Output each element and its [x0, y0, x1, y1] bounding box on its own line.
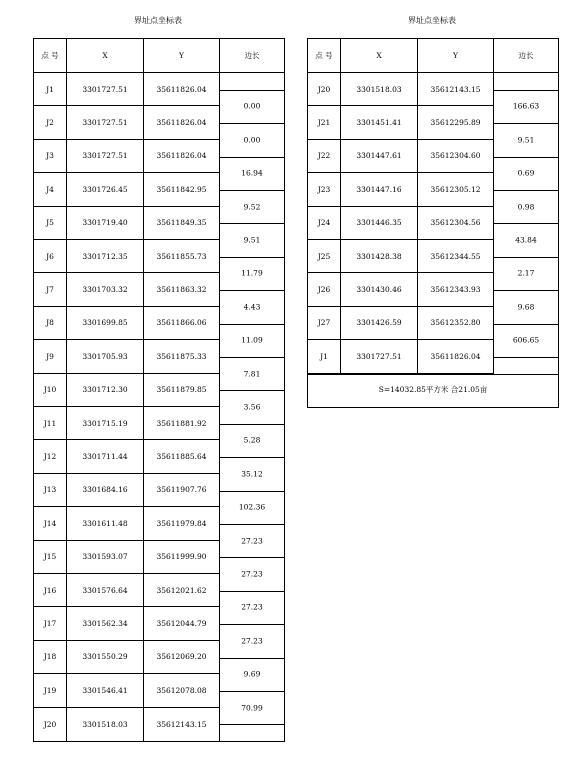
edge-divider	[220, 390, 284, 391]
right-coordinate-table	[307, 38, 559, 408]
x-coordinate-cell: 3301726.45	[67, 173, 144, 205]
point-id-cell: J23	[308, 173, 341, 205]
table-row	[34, 407, 220, 440]
edge-length-value: 27.23	[241, 602, 263, 612]
edge-length-value: 27.23	[241, 536, 263, 546]
table-row	[34, 273, 220, 306]
x-coordinate-cell: 3301715.19	[67, 407, 144, 439]
y-coordinate-cell: 35611999.90	[144, 541, 220, 573]
edge-length-value: 0.00	[243, 135, 261, 145]
footer-divider	[308, 374, 558, 375]
edge-length-value: 166.63	[512, 101, 540, 111]
edge-length-value: 606.65	[512, 335, 540, 345]
edge-length-value: 2.17	[517, 268, 535, 278]
edge-column-separator	[219, 73, 220, 741]
table-row	[34, 374, 220, 407]
right-table-title: 界址点坐标表	[408, 16, 456, 25]
edge-divider	[220, 157, 284, 158]
edge-length-value: 9.52	[243, 202, 261, 212]
edge-length-value: 16.94	[241, 168, 263, 178]
x-coordinate-cell: 3301446.35	[341, 207, 418, 239]
point-id-cell: J27	[308, 307, 341, 339]
table-row	[34, 440, 220, 473]
edge-length-value: 0.00	[243, 101, 261, 111]
table-row	[34, 207, 220, 240]
edge-divider	[220, 491, 284, 492]
table-header	[34, 39, 284, 73]
x-coordinate-cell: 3301451.41	[341, 106, 418, 138]
table-header	[308, 39, 558, 73]
header-edge: 边长	[518, 51, 534, 60]
point-id-cell: J5	[34, 207, 67, 239]
edge-length-value: 102.36	[238, 502, 266, 512]
header-edge: 边长	[244, 51, 260, 60]
edge-length-value: 7.81	[243, 369, 261, 379]
left-coordinate-table	[33, 38, 285, 742]
point-id-cell: J1	[308, 340, 341, 372]
edge-length-value: 9.69	[243, 669, 261, 679]
x-coordinate-cell: 3301719.40	[67, 207, 144, 239]
edge-divider	[220, 624, 284, 625]
edge-divider	[494, 223, 558, 224]
x-coordinate-cell: 3301546.41	[67, 674, 144, 706]
table-row	[34, 674, 220, 707]
edge-divider	[220, 290, 284, 291]
point-id-cell: J25	[308, 240, 341, 272]
x-coordinate-cell: 3301447.16	[341, 173, 418, 205]
edge-divider	[220, 357, 284, 358]
edge-divider	[220, 691, 284, 692]
edge-length-value: 9.68	[517, 302, 535, 312]
edge-length-value: 70.99	[241, 703, 263, 713]
edge-length-value: 0.69	[517, 168, 535, 178]
table-row	[34, 607, 220, 640]
edge-divider	[494, 123, 558, 124]
point-id-cell: J24	[308, 207, 341, 239]
point-id-cell: J17	[34, 607, 67, 639]
x-coordinate-cell: 3301684.16	[67, 474, 144, 506]
x-coordinate-cell: 3301712.35	[67, 240, 144, 272]
y-coordinate-cell: 35611849.35	[144, 207, 220, 239]
y-coordinate-cell: 35611979.84	[144, 507, 220, 539]
point-id-cell: J26	[308, 273, 341, 305]
y-coordinate-cell: 35612304.56	[418, 207, 494, 239]
edge-length-value: 5.28	[243, 435, 261, 445]
table-row	[308, 340, 494, 373]
point-id-cell: J22	[308, 140, 341, 172]
header-y: Y	[144, 39, 220, 72]
edge-length-value: 11.09	[241, 335, 263, 345]
table-row	[34, 240, 220, 273]
x-coordinate-cell: 3301712.30	[67, 374, 144, 406]
y-coordinate-cell: 35611855.73	[144, 240, 220, 272]
table-row	[34, 541, 220, 574]
point-id-cell: J7	[34, 273, 67, 305]
x-coordinate-cell: 3301576.64	[67, 574, 144, 606]
point-id-cell: J20	[34, 708, 67, 741]
table-row	[308, 307, 494, 340]
point-id-cell: J3	[34, 140, 67, 172]
x-coordinate-cell: 3301711.44	[67, 440, 144, 472]
edge-length-value: 27.23	[241, 569, 263, 579]
edge-divider	[220, 658, 284, 659]
point-id-cell: J12	[34, 440, 67, 472]
point-id-cell: J16	[34, 574, 67, 606]
table-row	[308, 240, 494, 273]
edge-divider	[220, 724, 284, 725]
edge-divider	[494, 90, 558, 91]
table-row	[308, 273, 494, 306]
edge-divider	[220, 123, 284, 124]
y-coordinate-cell: 35612143.15	[418, 73, 494, 105]
edge-divider	[220, 591, 284, 592]
header-x: X	[341, 39, 418, 72]
y-coordinate-cell: 35612343.93	[418, 273, 494, 305]
edge-length-value: 9.51	[517, 135, 535, 145]
edge-column-separator	[493, 73, 494, 374]
x-coordinate-cell: 3301447.61	[341, 140, 418, 172]
edge-length-value: 4.43	[243, 302, 261, 312]
point-id-cell: J1	[34, 73, 67, 105]
point-id-cell: J11	[34, 407, 67, 439]
edge-divider	[494, 190, 558, 191]
x-coordinate-cell: 3301430.46	[341, 273, 418, 305]
y-coordinate-cell: 35611885.64	[144, 440, 220, 472]
table-row	[34, 140, 220, 173]
y-coordinate-cell: 35612304.60	[418, 140, 494, 172]
edge-divider	[220, 324, 284, 325]
x-coordinate-cell: 3301699.85	[67, 307, 144, 339]
x-coordinate-cell: 3301428.38	[341, 240, 418, 272]
x-coordinate-cell: 3301562.34	[67, 607, 144, 639]
y-coordinate-cell: 35612143.15	[144, 708, 220, 741]
y-coordinate-cell: 35611866.06	[144, 307, 220, 339]
point-id-cell: J10	[34, 374, 67, 406]
point-id-cell: J18	[34, 641, 67, 673]
point-id-cell: J4	[34, 173, 67, 205]
edge-length-value: 11.79	[241, 268, 263, 278]
point-id-cell: J2	[34, 106, 67, 138]
edge-divider	[494, 290, 558, 291]
y-coordinate-cell: 35612352.80	[418, 307, 494, 339]
table-row	[34, 307, 220, 340]
edge-divider	[220, 257, 284, 258]
x-coordinate-cell: 3301703.32	[67, 273, 144, 305]
edge-length-value: 35.12	[241, 469, 263, 479]
table-row	[34, 507, 220, 540]
edge-divider	[494, 157, 558, 158]
y-coordinate-cell: 35612344.55	[418, 240, 494, 272]
y-coordinate-cell: 35612078.08	[144, 674, 220, 706]
edge-length-value: 0.98	[517, 202, 535, 212]
table-row	[34, 474, 220, 507]
y-coordinate-cell: 35611826.04	[144, 140, 220, 172]
x-coordinate-cell: 3301727.51	[67, 73, 144, 105]
x-coordinate-cell: 3301593.07	[67, 541, 144, 573]
point-id-cell: J8	[34, 307, 67, 339]
y-coordinate-cell: 35612069.20	[144, 641, 220, 673]
y-coordinate-cell: 35611826.04	[418, 340, 494, 372]
table-row	[308, 207, 494, 240]
y-coordinate-cell: 35612021.62	[144, 574, 220, 606]
edge-divider	[494, 324, 558, 325]
table-row	[308, 73, 494, 106]
table-row	[34, 173, 220, 206]
table-row	[308, 173, 494, 206]
left-table-title: 界址点坐标表	[134, 16, 182, 25]
edge-divider	[494, 357, 558, 358]
header-point: 点 号	[34, 39, 67, 72]
y-coordinate-cell: 35611826.04	[144, 73, 220, 105]
edge-length-value: 9.51	[243, 235, 261, 245]
edge-length-value: 27.23	[241, 636, 263, 646]
point-id-cell: J19	[34, 674, 67, 706]
y-coordinate-cell: 35611842.95	[144, 173, 220, 205]
x-coordinate-cell: 3301550.29	[67, 641, 144, 673]
point-id-cell: J15	[34, 541, 67, 573]
edge-divider	[220, 557, 284, 558]
table-row	[34, 340, 220, 373]
x-coordinate-cell: 3301705.93	[67, 340, 144, 372]
table-row	[34, 708, 220, 741]
y-coordinate-cell: 35612305.12	[418, 173, 494, 205]
header-y: Y	[418, 39, 494, 72]
table-row	[308, 106, 494, 139]
table-row	[34, 73, 220, 106]
x-coordinate-cell: 3301426.59	[341, 307, 418, 339]
y-coordinate-cell: 35612295.89	[418, 106, 494, 138]
point-id-cell: J9	[34, 340, 67, 372]
header-point: 点 号	[308, 39, 341, 72]
y-coordinate-cell: 35611826.04	[144, 106, 220, 138]
point-id-cell: J21	[308, 106, 341, 138]
table-row	[34, 106, 220, 139]
edge-divider	[220, 457, 284, 458]
edge-divider	[220, 524, 284, 525]
table-row	[308, 140, 494, 173]
x-coordinate-cell: 3301727.51	[67, 106, 144, 138]
point-id-cell: J14	[34, 507, 67, 539]
x-coordinate-cell: 3301518.03	[67, 708, 144, 741]
x-coordinate-cell: 3301611.48	[67, 507, 144, 539]
x-coordinate-cell: 3301727.51	[341, 340, 418, 372]
edge-divider	[220, 223, 284, 224]
edge-length-value: 3.56	[243, 402, 261, 412]
edge-divider	[220, 90, 284, 91]
table-row	[34, 641, 220, 674]
area-summary: S=14032.85平方米 合21.05亩	[378, 384, 488, 394]
y-coordinate-cell: 35612044.79	[144, 607, 220, 639]
edge-divider	[220, 190, 284, 191]
y-coordinate-cell: 35611875.33	[144, 340, 220, 372]
y-coordinate-cell: 35611863.32	[144, 273, 220, 305]
header-x: X	[67, 39, 144, 72]
point-id-cell: J6	[34, 240, 67, 272]
table-row	[34, 574, 220, 607]
y-coordinate-cell: 35611881.92	[144, 407, 220, 439]
point-id-cell: J13	[34, 474, 67, 506]
y-coordinate-cell: 35611879.85	[144, 374, 220, 406]
point-id-cell: J20	[308, 73, 341, 105]
y-coordinate-cell: 35611907.76	[144, 474, 220, 506]
x-coordinate-cell: 3301727.51	[67, 140, 144, 172]
x-coordinate-cell: 3301518.03	[341, 73, 418, 105]
edge-length-value: 43.84	[515, 235, 537, 245]
edge-divider	[220, 424, 284, 425]
edge-divider	[494, 257, 558, 258]
